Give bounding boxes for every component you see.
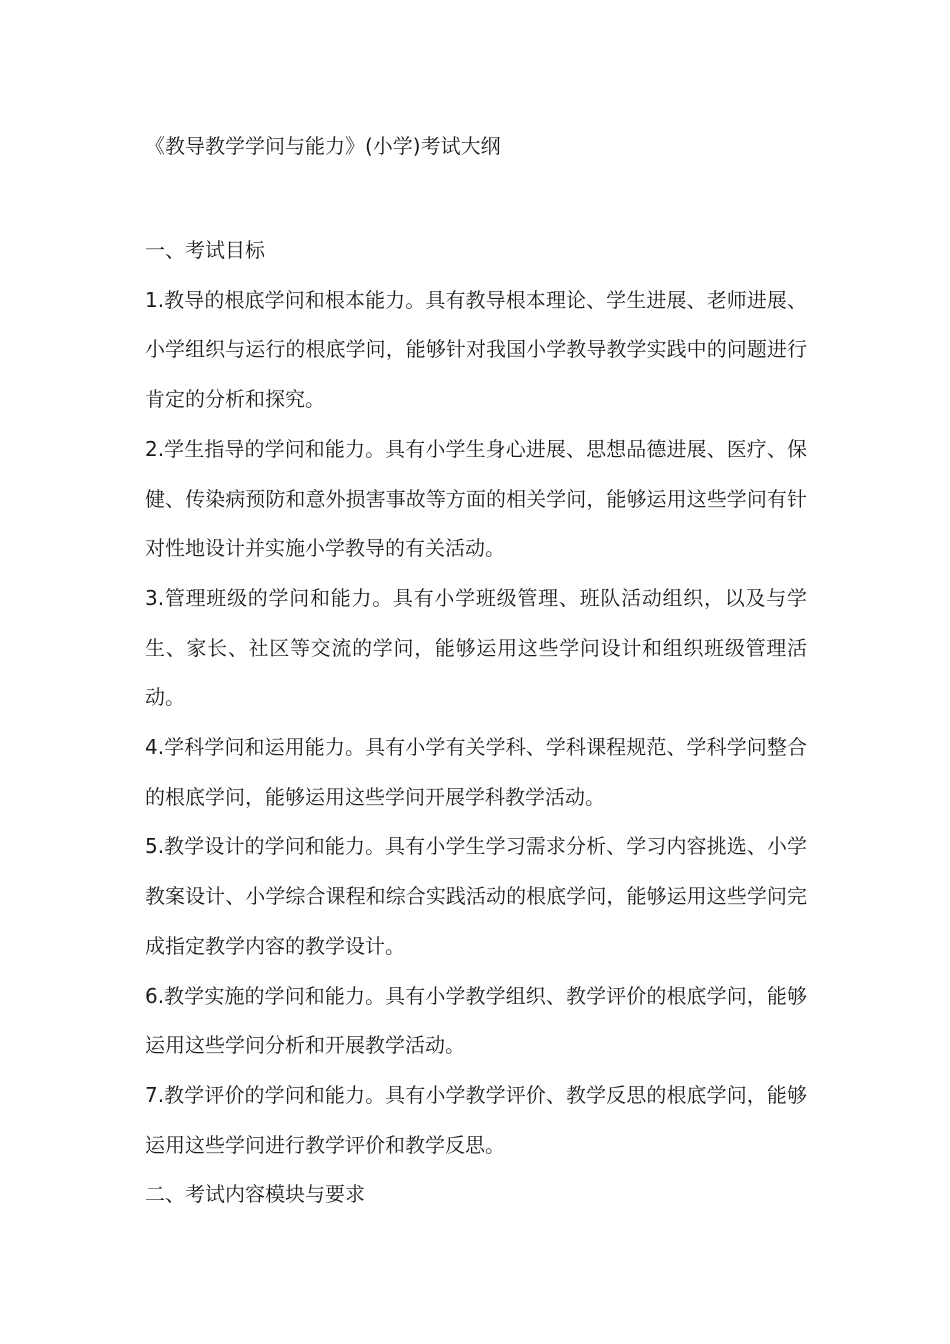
document-title: 《教导教学学问与能力》(小学)考试大纲 (145, 134, 501, 158)
objective-paragraph-5: 5.教学设计的学问和能力。具有小学生学习需求分析、学习内容挑选、小学教案设计、小学综合课程和综合实践活动的根底学问，能够运用这些学问完成指定教学内容的教学设计。 (145, 834, 807, 958)
section-heading-exam-objectives: 一、考试目标 (145, 238, 265, 262)
objective-paragraph-7: 7.教学评价的学问和能力。具有小学教学评价、教学反思的根底学问，能够运用这些学问进行教学评价和教学反思。 (145, 1082, 807, 1157)
objective-paragraph-3: 3.管理班级的学问和能力。具有小学班级管理、班队活动组织，以及与学生、家长、社区等交流的学问，能够运用这些学问设计和组织班级管理活动。 (145, 585, 807, 710)
document-body (145, 226, 807, 1220)
objective-paragraph-4: 4.学科学问和运用能力。具有小学有关学科、学科课程规范、学科学问整合的根底学问，能够运用这些学问开展学科教学活动。 (145, 735, 807, 809)
objective-paragraph-1: 1.教导的根底学问和根本能力。具有教导根本理论、学生进展、老师进展、小学组织与运行的根底学问，能够针对我国小学教导教学实践中的问题进行肯定的分析和探究。 (145, 287, 807, 412)
section-heading-exam-content: 二、考试内容模块与要求 (145, 1182, 365, 1207)
objective-paragraph-2: 2.学生指导的学问和能力。具有小学生身心进展、思想品德进展、医疗、保健、传染病预防和意外损害事故等方面的相关学问，能够运用这些学问有针对性地设计并实施小学教导的有关活动。 (145, 436, 807, 561)
objective-paragraph-6: 6.教学实施的学问和能力。具有小学教学组织、教学评价的根底学问，能够运用这些学问分析和开展教学活动。 (145, 983, 807, 1058)
